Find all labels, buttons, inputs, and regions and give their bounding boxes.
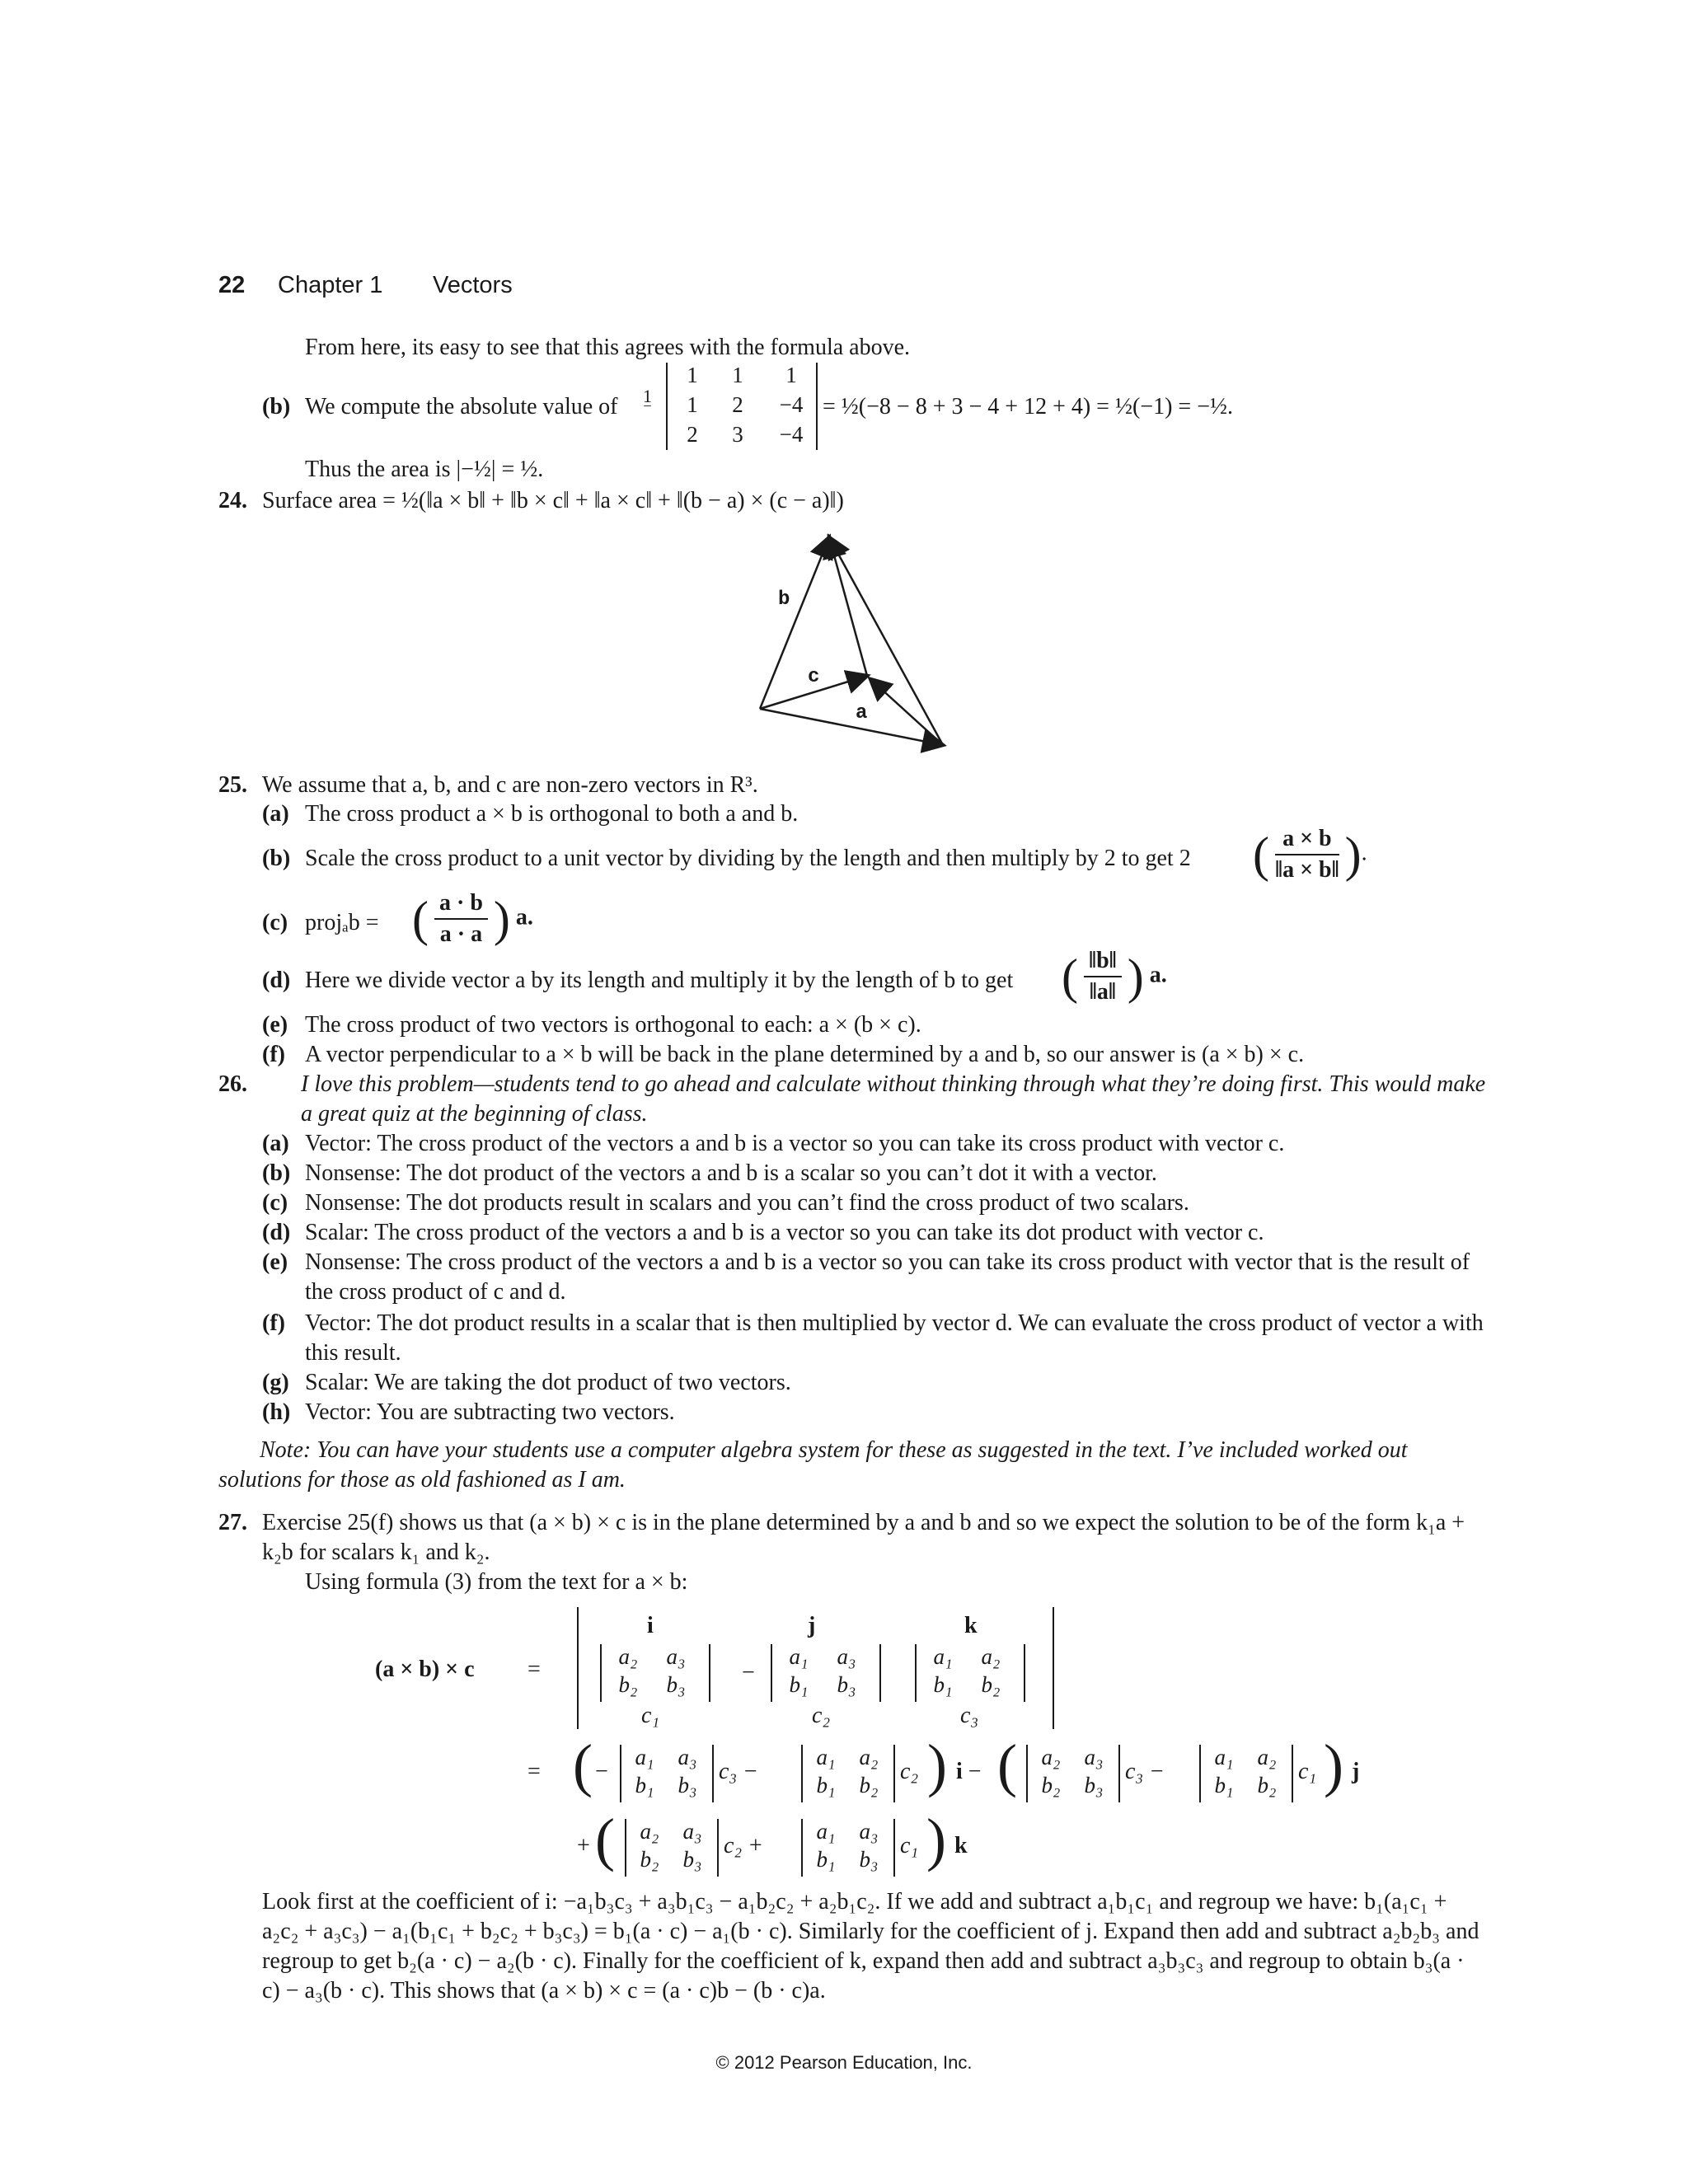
minor-det: a₂ a₃ b₂ b₃ — [625, 1819, 719, 1877]
fraction-numerator: ‖b‖ — [1084, 946, 1122, 977]
minor-det-2: a₁ a₃ b₁ b₃ — [771, 1644, 881, 1702]
minor-det: a₂ a₃ b₂ b₃ — [1026, 1745, 1120, 1802]
ex25e-text: The cross product of two vectors is orthogonal to each: a × (b × c). — [305, 1012, 921, 1038]
figure-label-a: a — [856, 702, 868, 724]
fraction-numerator: a · b — [434, 888, 488, 920]
ex26a-label: (a) — [262, 1131, 289, 1156]
ex24-text: Surface area = ½(‖a × b‖ + ‖b × c‖ + ‖a × c‖ + ‖(b − a) × (c − a)‖) — [262, 488, 844, 513]
ex25b-text: Scale the cross product to a unit vector by dividing by the length and then multiply by 2 to get 2 — [305, 846, 1191, 871]
matrix-cell: −4 — [779, 422, 804, 447]
open-paren: ( — [997, 1732, 1017, 1798]
note-paragraph: Note: You can have your students use a computer algebra system for these as suggested in the text. I’ve included worked out solutions for those as old fashioned as I am. — [218, 1437, 1408, 1493]
ex23b-text: We compute the absolute value of — [305, 394, 618, 419]
unit-i: i — [647, 1613, 654, 1638]
term-j: j — [1352, 1759, 1360, 1784]
edge-a-to-c — [870, 679, 943, 745]
close-paren: ) — [1324, 1732, 1343, 1798]
ex27-equals-2: = — [528, 1759, 541, 1784]
ex26f-text: Vector: The dot product results in a scalar that is then multiplied by vector d. We can evaluate the cross product of vector a with this result. — [305, 1310, 1484, 1366]
ex26c-label: (c) — [262, 1190, 288, 1216]
entry-c1: c₁ — [641, 1703, 660, 1728]
ex26c-text: Nonsense: The dot products result in scalars and you can’t find the cross product of two scalars. — [305, 1190, 1189, 1216]
minor-det: a₁ a₃ b₁ b₃ — [620, 1745, 714, 1802]
fraction-denominator: a · a — [439, 921, 483, 947]
ex25a-text: The cross product a × b is orthogonal to both a and b. — [305, 801, 799, 827]
ex25c-text: projₐb = — [305, 910, 379, 935]
minus-sign: − — [595, 1759, 608, 1784]
half-fraction: 1 ‾ — [643, 386, 652, 424]
minor-det-3: a₁ a₂ b₁ b₂ — [915, 1644, 1025, 1702]
ex27-conclusion: Look first at the coefficient of i: −a₁b₃c₃ + a₃b₁c₃ − a₁b₂c₂ + a₂b₁c₂. If we add and subtract a₁b₁c₁ and regroup we have: b₁(a₁c₁ + a₂c₂ + a₃c₃) − a₁(b₁c₁ + b₂c₂ + b₃c₃) = b₁(a · c) − a₁(b · c). Similarly for the coefficient of j. Expand then add and subtract a₂b₂b₃ and regroup to get b₂(a · c) − a₂(b · c). Finally for the coefficient of k, expand then add and subtract a₃b₃c₃ and regroup to obtain b₃(a · c) − a₃(b · c). This shows that (a × b) × c = (a · c)b − (b · c)a. — [262, 1889, 1479, 2004]
ex25d-fraction: ( $\frac{‖b‖}{‖a‖}$ ) a. — [1062, 946, 1167, 1007]
ex26-number: 26. — [218, 1071, 247, 1097]
ex26b-text: Nonsense: The dot product of the vectors a and b is a scalar so you can’t dot it with a vector. — [305, 1160, 1157, 1186]
chapter-title: Vectors — [433, 272, 513, 298]
fraction-after: a. — [515, 904, 533, 930]
ex23b-result: = ½(−8 − 8 + 3 − 4 + 12 + 4) = ½(−1) = −½. — [823, 394, 1233, 419]
ex26e-text: Nonsense: The cross product of the vectors a and b is a vector so you can take its cross product with vector that is the result of the cross product of c and d. — [305, 1249, 1470, 1305]
matrix-cell: 1 — [687, 392, 698, 417]
edge-c-to-b — [829, 537, 867, 676]
ex26b-label: (b) — [262, 1160, 291, 1186]
ex25a-label: (a) — [262, 801, 289, 827]
minor-det: a₁ a₂ b₁ b₂ — [801, 1745, 895, 1802]
ex27-using: Using formula (3) from the text for a × b: — [305, 1569, 688, 1595]
ex25d-label: (d) — [262, 968, 291, 993]
term-c1: c₁ — [1298, 1759, 1317, 1784]
ex23b-area: Thus the area is |−½| = ½. — [305, 457, 544, 482]
ex26g-text: Scalar: We are taking the dot product of two vectors. — [305, 1370, 791, 1395]
fraction-denominator: ‖a‖ — [1089, 979, 1116, 1005]
matrix-cell: −4 — [779, 392, 804, 417]
term-c1: c₁ — [900, 1833, 919, 1858]
ex27-number: 27. — [218, 1510, 247, 1535]
ex27-equals-1: = — [528, 1657, 541, 1682]
page-number: 22 — [218, 272, 246, 298]
matrix-cell: 2 — [687, 422, 698, 447]
minor-det-1: a₂ a₃ b₂ b₃ — [600, 1644, 710, 1702]
ex27-lhs: (a × b) × c — [375, 1657, 475, 1682]
ex23-intro: From here, its easy to see that this agrees with the formula above. — [305, 335, 911, 360]
ex25-number: 25. — [218, 772, 247, 798]
minor-det: a₁ a₃ b₁ b₃ — [801, 1819, 895, 1877]
ex25f-label: (f) — [262, 1042, 285, 1067]
ex23b-label: (b) — [262, 394, 291, 419]
tetrahedron-figure — [742, 527, 956, 758]
ex26-intro: I love this problem—students tend to go ahead and calculate without thinking through what they’re doing first. This would make a great quiz at the beginning of class. — [301, 1071, 1486, 1127]
term-i: i − — [956, 1759, 982, 1784]
entry-c2: c₂ — [812, 1703, 831, 1728]
ex26h-text: Vector: You are subtracting two vectors. — [305, 1399, 675, 1425]
term-k: k — [954, 1833, 968, 1858]
ex25d-text: Here we divide vector a by its length and multiply it by the length of b to get — [305, 968, 1014, 993]
fraction-denominator: ‖a × b‖ — [1274, 857, 1339, 883]
term-c3: c₃ − — [1125, 1759, 1165, 1784]
ex25c-fraction: ( $\frac{a \cdot b}{a \cdot a}$ ) a. — [412, 888, 533, 949]
matrix-cell: 1 — [687, 363, 698, 387]
ex26f-label: (f) — [262, 1310, 285, 1336]
minus-sign: − — [742, 1660, 755, 1685]
vector-a-line — [760, 709, 943, 745]
ex26g-label: (g) — [262, 1370, 289, 1395]
matrix-cell: 3 — [732, 422, 743, 447]
close-paren: ) — [927, 1732, 947, 1798]
figure-label-c: c — [808, 666, 820, 688]
term-c2: c₂ — [900, 1759, 919, 1784]
ex25b-label: (b) — [262, 846, 291, 871]
matrix-cell: 2 — [732, 392, 743, 417]
ex25f-text: A vector perpendicular to a × b will be back in the plane determined by a and b, so our answer is (a × b) × c. — [305, 1042, 1305, 1067]
open-paren: ( — [573, 1732, 593, 1798]
ex26e-label: (e) — [262, 1249, 288, 1275]
chapter-label: Chapter 1 — [278, 272, 383, 298]
unit-j: j — [808, 1613, 816, 1638]
figure-label-b: b — [778, 588, 790, 611]
ex24-number: 24. — [218, 488, 247, 513]
term-c2: c₂ + — [724, 1833, 764, 1858]
plus-sign: + — [577, 1833, 590, 1858]
entry-c3: c₃ — [960, 1703, 979, 1728]
edge-a-to-b — [829, 537, 943, 745]
ex26d-label: (d) — [262, 1220, 291, 1245]
fraction-after: a. — [1149, 962, 1167, 988]
determinant-matrix — [666, 363, 818, 450]
matrix-cell: 1 — [732, 363, 743, 387]
term-c3: c₃ − — [719, 1759, 759, 1784]
ex25-intro: We assume that a, b, and c are non-zero vectors in R³. — [262, 772, 758, 798]
ex26a-text: Vector: The cross product of the vectors a and b is a vector so you can take its cross product with vector c. — [305, 1131, 1285, 1156]
copyright-footer: © 2012 Pearson Education, Inc. — [715, 2052, 973, 2073]
ex26d-text: Scalar: The cross product of the vectors a and b is a vector so you can take its dot product with vector c. — [305, 1220, 1264, 1245]
matrix-cell: 1 — [785, 363, 797, 387]
ex25e-label: (e) — [262, 1012, 288, 1038]
unit-k: k — [964, 1613, 978, 1638]
ex25b-fraction: ( $\frac{a \times b}{‖a \times b‖}$ ). — [1253, 824, 1367, 885]
ex26h-label: (h) — [262, 1399, 291, 1425]
ex27-intro: Exercise 25(f) shows us that (a × b) × c is in the plane determined by a and b and so we expect the solution to be of the form k₁a + k₂b for scalars k₁ and k₂. — [262, 1510, 1465, 1565]
minor-det: a₁ a₂ b₁ b₂ — [1199, 1745, 1293, 1802]
fraction-numerator: a × b — [1275, 824, 1339, 855]
close-paren: ) — [926, 1807, 946, 1872]
open-paren: ( — [595, 1807, 615, 1872]
ex25c-label: (c) — [262, 910, 288, 935]
